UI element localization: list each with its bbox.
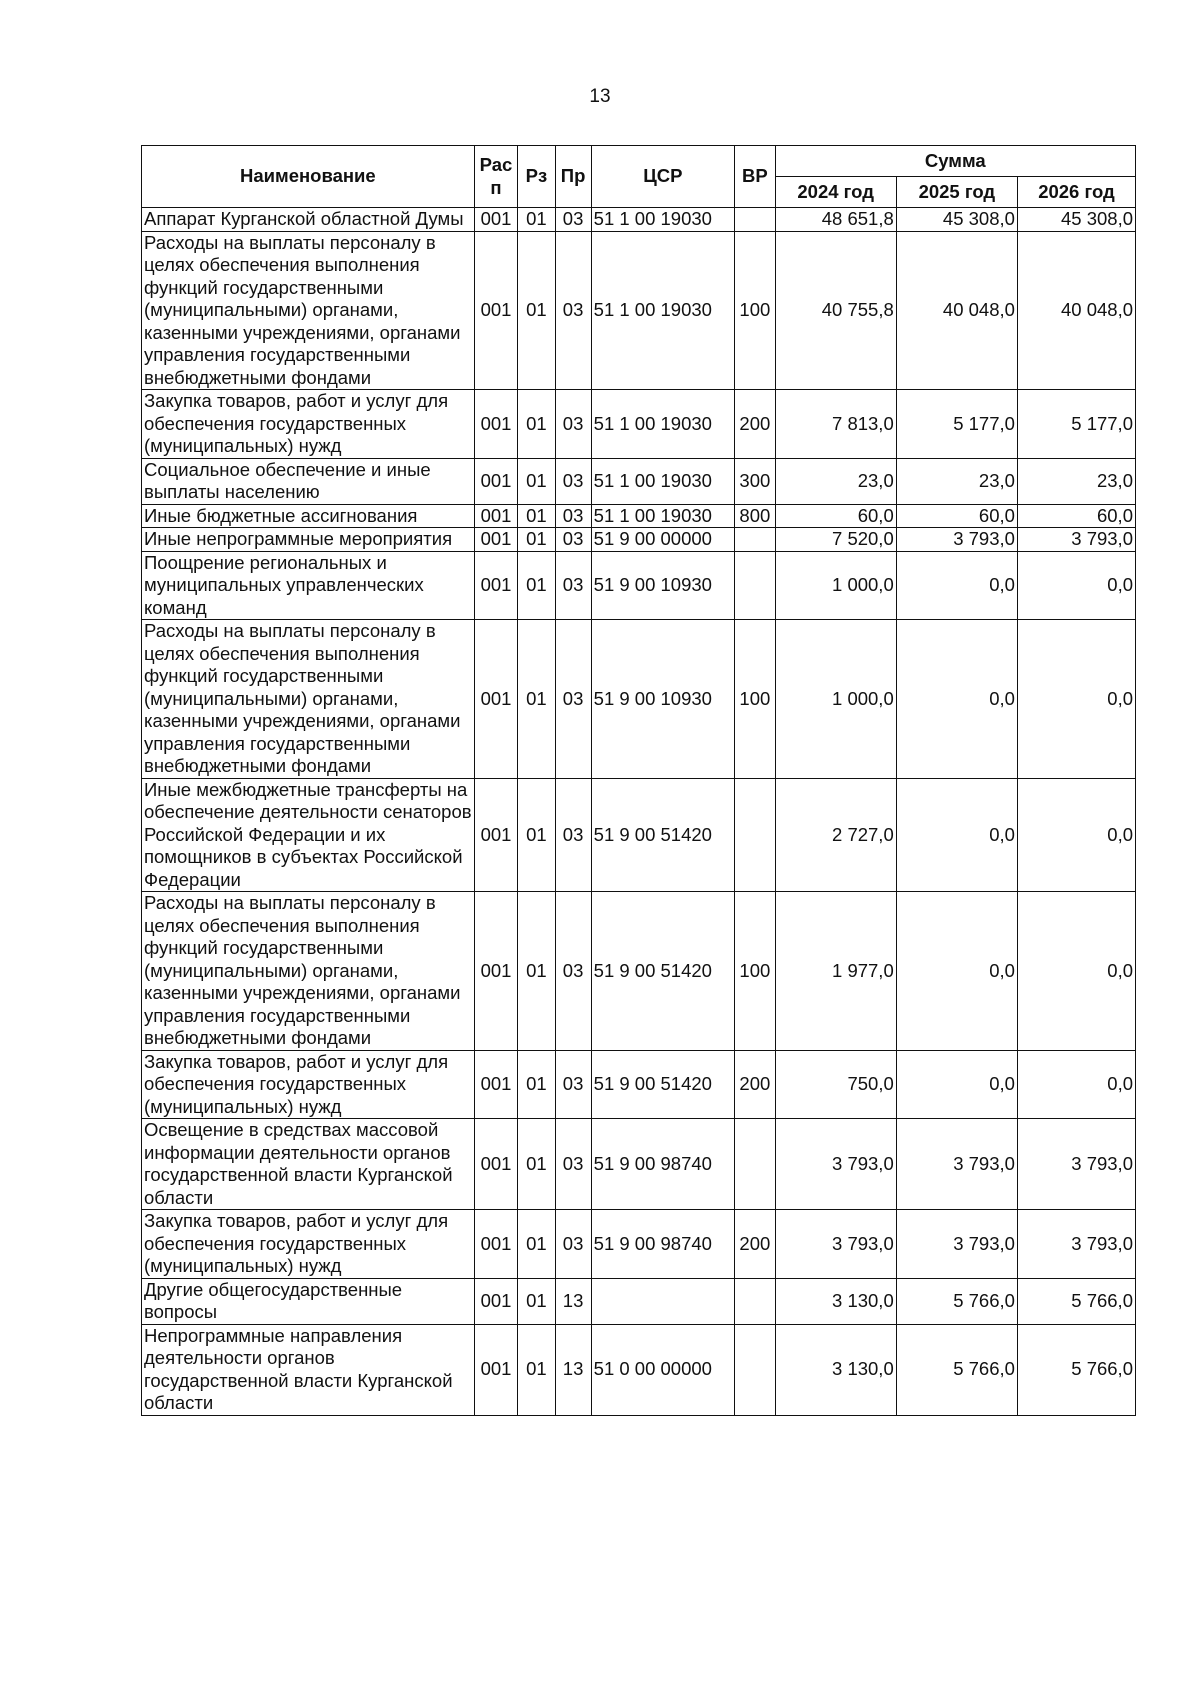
table-row <box>142 620 1136 779</box>
row-pr: 03 <box>555 208 591 232</box>
row-pr: 13 <box>555 1324 591 1415</box>
row-sum-2026: 0,0 <box>1017 551 1135 620</box>
table-row <box>142 1119 1136 1210</box>
row-sum-2025: 0,0 <box>896 620 1017 779</box>
row-rasp: 001 <box>474 1050 518 1119</box>
row-sum-2025: 5 177,0 <box>896 390 1017 459</box>
row-pr: 03 <box>555 620 591 779</box>
table-row <box>142 1050 1136 1119</box>
row-rz: 01 <box>518 231 555 390</box>
row-rasp: 001 <box>474 1119 518 1210</box>
row-csr: 51 1 00 19030 <box>591 208 735 232</box>
row-sum-2026: 3 793,0 <box>1017 528 1135 552</box>
row-pr: 03 <box>555 892 591 1051</box>
header-sum: Сумма <box>775 146 1135 177</box>
row-sum-2025: 0,0 <box>896 778 1017 892</box>
row-sum-2024: 3 793,0 <box>775 1119 896 1210</box>
row-rz: 01 <box>518 551 555 620</box>
row-sum-2026: 5 766,0 <box>1017 1278 1135 1324</box>
header-2026: 2026 год <box>1017 177 1135 208</box>
row-pr: 03 <box>555 231 591 390</box>
row-rz: 01 <box>518 528 555 552</box>
row-vr <box>735 1278 775 1324</box>
row-rz: 01 <box>518 1278 555 1324</box>
row-sum-2024: 1 000,0 <box>775 551 896 620</box>
row-name: Закупка товаров, работ и услуг для обеспечения государственных (муниципальных) нужд <box>142 1210 475 1279</box>
row-vr: 300 <box>735 458 775 504</box>
row-name: Расходы на выплаты персоналу в целях обеспечения выполнения функций государственными (муниципальными) органами, казенными учреждениями, органами управления государственными внебюджетными фондами <box>142 231 475 390</box>
row-csr: 51 1 00 19030 <box>591 504 735 528</box>
row-csr <box>591 1278 735 1324</box>
row-csr: 51 1 00 19030 <box>591 458 735 504</box>
table-row <box>142 1324 1136 1415</box>
row-vr <box>735 528 775 552</box>
row-csr: 51 9 00 98740 <box>591 1119 735 1210</box>
row-vr <box>735 551 775 620</box>
row-rz: 01 <box>518 208 555 232</box>
row-sum-2024: 3 130,0 <box>775 1324 896 1415</box>
row-name: Закупка товаров, работ и услуг для обеспечения государственных (муниципальных) нужд <box>142 1050 475 1119</box>
row-sum-2026: 3 793,0 <box>1017 1210 1135 1279</box>
row-csr: 51 9 00 51420 <box>591 892 735 1051</box>
row-sum-2025: 0,0 <box>896 551 1017 620</box>
row-rasp: 001 <box>474 620 518 779</box>
row-csr: 51 9 00 10930 <box>591 551 735 620</box>
row-pr: 03 <box>555 528 591 552</box>
row-sum-2024: 750,0 <box>775 1050 896 1119</box>
row-rz: 01 <box>518 620 555 779</box>
row-pr: 03 <box>555 1119 591 1210</box>
row-sum-2026: 60,0 <box>1017 504 1135 528</box>
row-vr: 200 <box>735 1210 775 1279</box>
row-vr: 200 <box>735 390 775 459</box>
header-rasp: Рас п <box>474 146 518 208</box>
row-name: Закупка товаров, работ и услуг для обеспечения государственных (муниципальных) нужд <box>142 390 475 459</box>
table-row <box>142 231 1136 390</box>
row-rasp: 001 <box>474 528 518 552</box>
row-vr <box>735 208 775 232</box>
row-rasp: 001 <box>474 551 518 620</box>
row-csr: 51 0 00 00000 <box>591 1324 735 1415</box>
row-pr: 03 <box>555 504 591 528</box>
row-sum-2025: 3 793,0 <box>896 1210 1017 1279</box>
row-rz: 01 <box>518 1210 555 1279</box>
table-row <box>142 458 1136 504</box>
row-vr: 200 <box>735 1050 775 1119</box>
row-pr: 03 <box>555 778 591 892</box>
row-csr: 51 9 00 98740 <box>591 1210 735 1279</box>
row-sum-2024: 7 813,0 <box>775 390 896 459</box>
row-sum-2025: 0,0 <box>896 1050 1017 1119</box>
row-name: Непрограммные направления деятельности органов государственной власти Курганской области <box>142 1324 475 1415</box>
row-sum-2024: 60,0 <box>775 504 896 528</box>
row-vr: 100 <box>735 231 775 390</box>
row-sum-2026: 5 766,0 <box>1017 1324 1135 1415</box>
row-pr: 03 <box>555 1050 591 1119</box>
row-sum-2026: 23,0 <box>1017 458 1135 504</box>
row-csr: 51 1 00 19030 <box>591 390 735 459</box>
row-rasp: 001 <box>474 390 518 459</box>
table-row <box>142 390 1136 459</box>
row-sum-2024: 40 755,8 <box>775 231 896 390</box>
row-sum-2026: 0,0 <box>1017 778 1135 892</box>
row-csr: 51 9 00 51420 <box>591 1050 735 1119</box>
row-csr: 51 9 00 00000 <box>591 528 735 552</box>
table-row <box>142 892 1136 1051</box>
row-sum-2024: 3 130,0 <box>775 1278 896 1324</box>
row-name: Аппарат Курганской областной Думы <box>142 208 475 232</box>
row-vr: 100 <box>735 892 775 1051</box>
page-number: 13 <box>589 86 611 107</box>
row-name: Расходы на выплаты персоналу в целях обеспечения выполнения функций государственными (муниципальными) органами, казенными учреждениями, органами управления государственными внебюджетными фондами <box>142 892 475 1051</box>
row-rasp: 001 <box>474 778 518 892</box>
row-sum-2026: 0,0 <box>1017 1050 1135 1119</box>
row-sum-2025: 40 048,0 <box>896 231 1017 390</box>
row-rasp: 001 <box>474 1324 518 1415</box>
row-name: Поощрение региональных и муниципальных управленческих команд <box>142 551 475 620</box>
row-vr <box>735 1119 775 1210</box>
row-sum-2024: 3 793,0 <box>775 1210 896 1279</box>
row-rasp: 001 <box>474 1278 518 1324</box>
row-vr: 800 <box>735 504 775 528</box>
table-row <box>142 504 1136 528</box>
row-sum-2025: 5 766,0 <box>896 1324 1017 1415</box>
header-rz: Рз <box>518 146 555 208</box>
row-vr <box>735 778 775 892</box>
row-sum-2024: 2 727,0 <box>775 778 896 892</box>
table-row <box>142 778 1136 892</box>
row-sum-2024: 7 520,0 <box>775 528 896 552</box>
row-sum-2026: 3 793,0 <box>1017 1119 1135 1210</box>
table-row <box>142 1278 1136 1324</box>
row-rasp: 001 <box>474 208 518 232</box>
row-sum-2026: 0,0 <box>1017 620 1135 779</box>
row-rasp: 001 <box>474 1210 518 1279</box>
row-rz: 01 <box>518 390 555 459</box>
row-sum-2026: 45 308,0 <box>1017 208 1135 232</box>
row-name: Иные бюджетные ассигнования <box>142 504 475 528</box>
row-rz: 01 <box>518 504 555 528</box>
header-csr: ЦСР <box>591 146 735 208</box>
row-pr: 03 <box>555 458 591 504</box>
row-rz: 01 <box>518 1324 555 1415</box>
row-vr: 100 <box>735 620 775 779</box>
table-row <box>142 1210 1136 1279</box>
row-pr: 13 <box>555 1278 591 1324</box>
row-csr: 51 1 00 19030 <box>591 231 735 390</box>
row-name: Расходы на выплаты персоналу в целях обеспечения выполнения функций государственными (муниципальными) органами, казенными учреждениями, органами управления государственными внебюджетными фондами <box>142 620 475 779</box>
row-pr: 03 <box>555 390 591 459</box>
table-row <box>142 551 1136 620</box>
row-sum-2026: 0,0 <box>1017 892 1135 1051</box>
row-sum-2025: 45 308,0 <box>896 208 1017 232</box>
row-csr: 51 9 00 51420 <box>591 778 735 892</box>
row-name: Иные непрограммные мероприятия <box>142 528 475 552</box>
row-name: Иные межбюджетные трансферты на обеспечение деятельности сенаторов Российской Федерации и их помощников в субъектах Российской Федерации <box>142 778 475 892</box>
header-vr: ВР <box>735 146 775 208</box>
row-sum-2025: 23,0 <box>896 458 1017 504</box>
row-rasp: 001 <box>474 504 518 528</box>
row-rz: 01 <box>518 458 555 504</box>
header-pr: Пр <box>555 146 591 208</box>
row-sum-2024: 23,0 <box>775 458 896 504</box>
row-sum-2026: 5 177,0 <box>1017 390 1135 459</box>
row-sum-2026: 40 048,0 <box>1017 231 1135 390</box>
row-rasp: 001 <box>474 892 518 1051</box>
budget-table <box>141 145 1136 1416</box>
row-rz: 01 <box>518 778 555 892</box>
row-csr: 51 9 00 10930 <box>591 620 735 779</box>
row-vr <box>735 1324 775 1415</box>
table-row <box>142 528 1136 552</box>
row-sum-2024: 48 651,8 <box>775 208 896 232</box>
row-sum-2025: 3 793,0 <box>896 528 1017 552</box>
row-sum-2025: 3 793,0 <box>896 1119 1017 1210</box>
row-sum-2025: 0,0 <box>896 892 1017 1051</box>
header-name: Наименование <box>142 146 475 208</box>
row-rz: 01 <box>518 892 555 1051</box>
row-sum-2024: 1 000,0 <box>775 620 896 779</box>
row-name: Освещение в средствах массовой информации деятельности органов государственной власти Курганской области <box>142 1119 475 1210</box>
table-row <box>142 208 1136 232</box>
row-rasp: 001 <box>474 458 518 504</box>
row-rz: 01 <box>518 1119 555 1210</box>
header-2025: 2025 год <box>896 177 1017 208</box>
row-name: Социальное обеспечение и иные выплаты населению <box>142 458 475 504</box>
row-sum-2025: 5 766,0 <box>896 1278 1017 1324</box>
header-2024: 2024 год <box>775 177 896 208</box>
row-sum-2025: 60,0 <box>896 504 1017 528</box>
row-rasp: 001 <box>474 231 518 390</box>
row-pr: 03 <box>555 551 591 620</box>
row-sum-2024: 1 977,0 <box>775 892 896 1051</box>
row-name: Другие общегосударственные вопросы <box>142 1278 475 1324</box>
row-pr: 03 <box>555 1210 591 1279</box>
row-rz: 01 <box>518 1050 555 1119</box>
